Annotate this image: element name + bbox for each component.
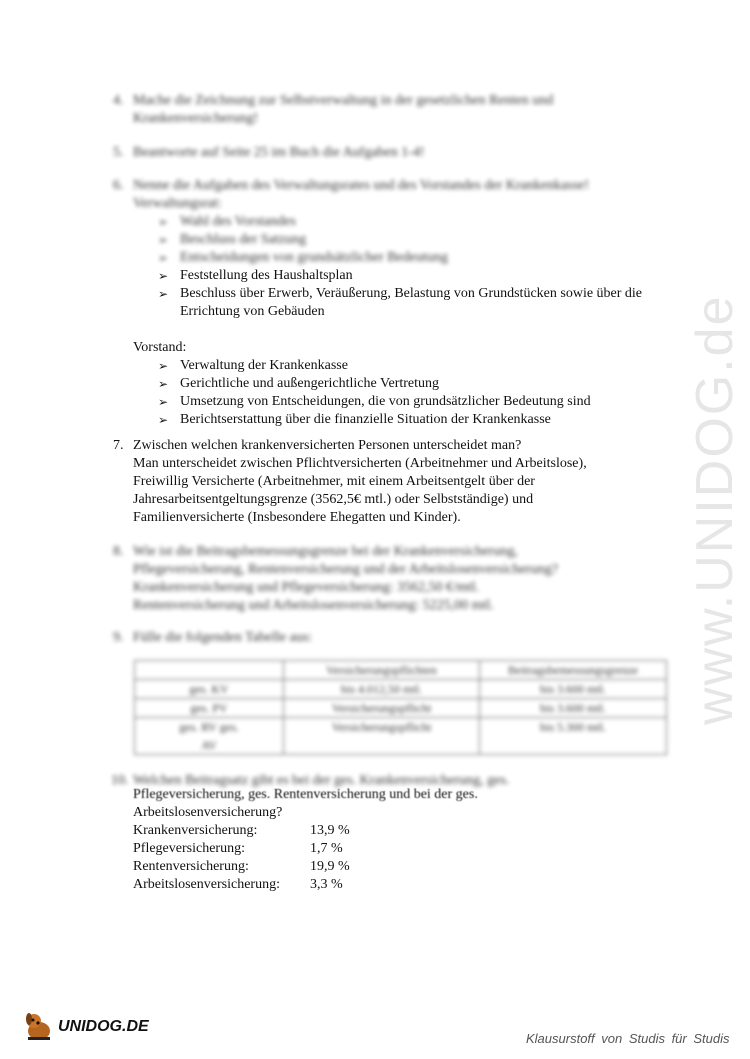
table-cell: bis 4.012,50 mtl. xyxy=(284,680,480,699)
logo[interactable] xyxy=(22,1010,149,1044)
question-number: 6. xyxy=(113,178,124,193)
watermark: www.UNIDOG.de xyxy=(686,294,744,725)
question-text: Mache die Zeichnung zur Selbstverwaltung in der gesetzlichen Renten und Krankenversicherung! xyxy=(133,93,554,126)
question-text: Arbeitslosenversicherung? xyxy=(133,805,283,820)
answer-text: Man unterscheidet zwischen Pflichtversicherten (Arbeitnehmer und Arbeitslose), Freiwillig Versicherte (Arbeitnehmer, mit einem Arbeitsentgelt über der Jahresarbeitsentgeltungsgrenze (3562,5€ mtl.) oder Selbstständige) und Familienversicherte (Insbesondere Ehegatten und Kinder). xyxy=(133,456,587,525)
question-text: Pflegeversicherung, ges. Rentenversicherung und bei der ges. xyxy=(133,787,478,802)
list-item: ➢ Beschluss über Erwerb, Veräußerung, Belastung von Grundstücken sowie über die Errichtung von Gebäuden xyxy=(157,285,673,321)
question-text: Welchen Beitragsatz gibt es bei der ges. Krankenversicherung, ges. xyxy=(133,773,510,788)
rate-label: Krankenversicherung: xyxy=(133,823,258,838)
footer-tagline: Klausurstoff von Studis für Studis xyxy=(526,1031,730,1046)
question-text: Fülle die folgenden Tabelle aus: xyxy=(133,630,313,645)
table-cell: ges. RV ges. AV xyxy=(135,718,284,755)
table-header: Beitragsbemessungsgrenze xyxy=(480,661,667,680)
question-number: 10. xyxy=(111,773,129,788)
list-item xyxy=(133,876,673,894)
list-item xyxy=(133,822,673,840)
table-header: Versicherungspflichten xyxy=(284,661,480,680)
question-10 xyxy=(113,772,673,894)
question-text: Zwischen welchen krankenversicherten Personen unterscheidet man? xyxy=(133,438,522,453)
rate-value: 19,9 % xyxy=(310,859,350,874)
verwaltungsrat-label: Verwaltungsrat: xyxy=(133,196,222,211)
question-number: 4. xyxy=(113,93,124,108)
rate-value: 13,9 % xyxy=(310,823,350,838)
rates-table xyxy=(134,660,667,755)
list-item: ➢ Verwaltung der Krankenkasse xyxy=(157,357,673,375)
list-item xyxy=(133,840,673,858)
list-item: ➢ Entscheidungen von grundsätzlicher Bedeutung xyxy=(157,249,673,267)
verwaltungsrat-list xyxy=(157,213,673,321)
dog-icon xyxy=(22,1010,56,1044)
question-number: 8. xyxy=(113,544,124,559)
list-item xyxy=(133,858,673,876)
list-item: ➢ Umsetzung von Entscheidungen, die von grundsätzlicher Bedeutung sind xyxy=(157,393,673,411)
question-text: Beantworte auf Seite 25 im Buch die Aufgaben 1-4! xyxy=(133,145,425,160)
table-row xyxy=(135,680,667,699)
answer-line: Rentenversicherung und Arbeitslosenversicherung: 5225,00 mtl. xyxy=(133,598,494,613)
rate-label: Rentenversicherung: xyxy=(133,859,249,874)
table-row xyxy=(135,718,667,755)
question-5 xyxy=(113,144,673,162)
answer-line: Krankenversicherung und Pflegeversicherung: 3562,50 €/mtl. xyxy=(133,580,480,595)
list-item: ➢ Gerichtliche und außengerichtliche Vertretung xyxy=(157,375,673,393)
question-number: 9. xyxy=(113,630,124,645)
vorstand-list xyxy=(157,357,673,429)
rate-value: 1,7 % xyxy=(310,841,343,856)
list-item: ➢ Wahl des Vorstandes xyxy=(157,213,673,231)
table-cell: Versicherungspflicht xyxy=(284,699,480,718)
question-9 xyxy=(113,629,673,647)
question-8 xyxy=(113,543,673,615)
question-text: Wie ist die Beitragsbemessungsgrenze bei der Krankenversicherung, Pflegeversicherung, Rentenversicherung und der Arbeitslosenversicherung? xyxy=(133,544,558,577)
question-4 xyxy=(113,92,673,128)
table-cell: Versicherungspflicht xyxy=(284,718,480,755)
question-text: Nenne die Aufgaben des Verwaltungsrates und des Vorstandes der Krankenkasse! xyxy=(133,178,590,193)
rates-list xyxy=(133,822,673,894)
list-item: ➢ Beschluss der Satzung xyxy=(157,231,673,249)
rate-label: Arbeitslosenversicherung: xyxy=(133,877,280,892)
table-cell: bis 5.300 mtl. xyxy=(480,718,667,755)
question-number: 7. xyxy=(113,438,124,453)
list-item: ➢ Feststellung des Haushaltsplan xyxy=(157,267,673,285)
table-cell: ges. KV xyxy=(135,680,284,699)
table-header xyxy=(135,661,284,680)
question-6 xyxy=(113,177,673,429)
list-item: ➢ Berichtserstattung über die finanzielle Situation der Krankenkasse xyxy=(157,411,673,429)
vorstand-label: Vorstand: xyxy=(133,340,187,355)
table-cell: bis 3.600 mtl. xyxy=(480,680,667,699)
question-7 xyxy=(113,437,673,527)
table-header-row xyxy=(135,661,667,680)
table-row xyxy=(135,699,667,718)
table-cell: bis 3.600 mtl. xyxy=(480,699,667,718)
logo-text: UNIDOG.DE xyxy=(58,1018,149,1035)
table-cell: ges. PV xyxy=(135,699,284,718)
rate-value: 3,3 % xyxy=(310,877,343,892)
question-number: 5. xyxy=(113,145,124,160)
rate-label: Pflegeversicherung: xyxy=(133,841,245,856)
